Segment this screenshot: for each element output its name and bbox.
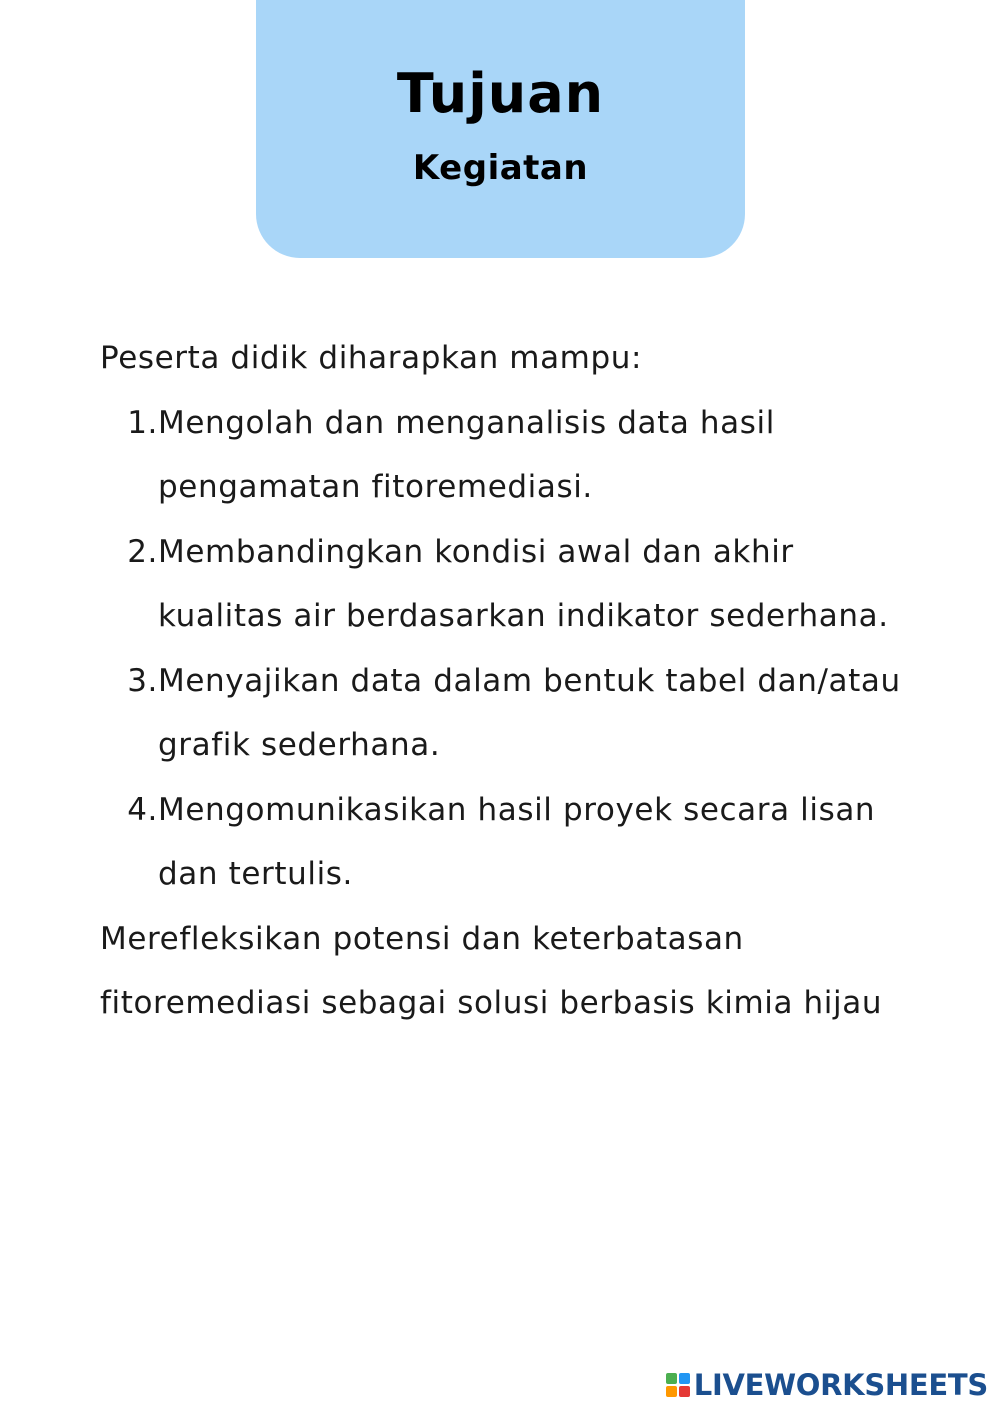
logo-square [679, 1373, 690, 1384]
liveworksheets-brand[interactable] [666, 1368, 988, 1402]
objective-text [158, 391, 960, 520]
liveworksheets-logo-icon [666, 1373, 690, 1397]
objective-item-3 [100, 649, 960, 778]
objective-number: 1. [127, 404, 158, 441]
closing-text [100, 907, 960, 1036]
logo-square [679, 1386, 690, 1397]
objective-item-2 [100, 520, 960, 649]
intro-text: Peserta didik diharapkan mampu: [100, 340, 643, 376]
objective-text [158, 778, 960, 907]
objective-text [158, 649, 960, 778]
objective-line: Membandingkan kondisi awal dan akhir [158, 533, 794, 570]
objective-number: 3. [127, 662, 158, 699]
header-card [256, 0, 745, 258]
page-title: Tujuan [396, 62, 605, 125]
objective-line: Mengomunikasikan hasil proyek secara lisan [158, 791, 876, 828]
objectives-section [100, 326, 960, 1036]
page-subtitle: Kegiatan [412, 148, 589, 188]
closing-line: Merefleksikan potensi dan keterbatasan [100, 920, 744, 957]
objective-line: pengamatan fitoremediasi. [158, 469, 593, 505]
objective-line: Menyajikan data dalam bentuk tabel dan/atau [158, 662, 901, 699]
objective-line: grafik sederhana. [158, 727, 441, 763]
objective-line: kualitas air berdasarkan indikator sederhana. [158, 598, 889, 634]
brand-name: LIVEWORKSHEETS [693, 1368, 988, 1402]
objectives-list [100, 391, 960, 907]
closing-line: fitoremediasi sebagai solusi berbasis kimia hijau [100, 985, 883, 1021]
objective-number: 2. [127, 533, 158, 570]
objective-item-1 [100, 391, 960, 520]
objective-number: 4. [127, 791, 158, 828]
objective-item-4 [100, 778, 960, 907]
objective-text [158, 520, 960, 649]
logo-square [666, 1386, 677, 1397]
logo-square [666, 1373, 677, 1384]
objective-line: Mengolah dan menganalisis data hasil [158, 404, 775, 441]
objective-line: dan tertulis. [158, 856, 353, 892]
